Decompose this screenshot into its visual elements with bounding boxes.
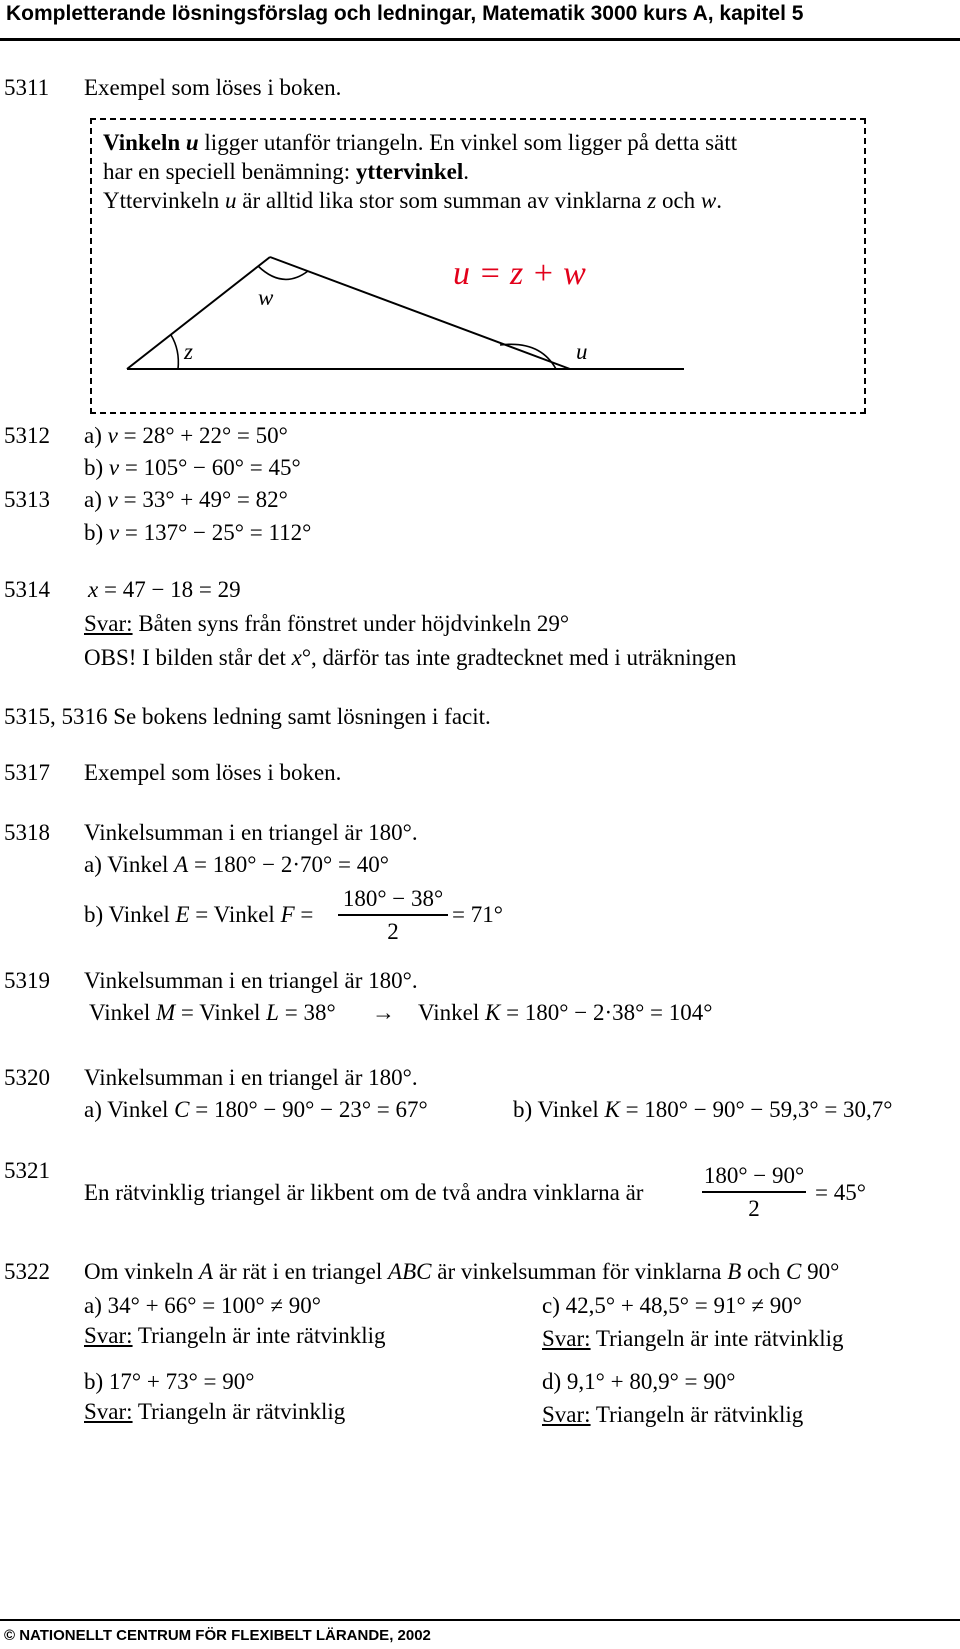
problem-5320-a: a) Vinkel C = 180° − 90° − 23° = 67° xyxy=(84,1097,428,1122)
problem-number-5322: 5322 xyxy=(4,1259,50,1284)
page-header: Kompletterande lösningsförslag och ledningar, Matematik 3000 kurs A, kapitel 5 xyxy=(6,2,804,25)
problem-5322-a: a) 34° + 66° = 100° ≠ 90° xyxy=(84,1293,321,1318)
fraction-denominator: 2 xyxy=(748,1196,760,1221)
problem-number-5321: 5321 xyxy=(4,1158,50,1183)
problem-5318-a: a) Vinkel A = 180° − 2·70° = 40° xyxy=(84,852,389,877)
problem-number-5312: 5312 xyxy=(4,423,50,448)
problem-5321-result: = 45° xyxy=(815,1180,866,1205)
problem-5322-b: b) 17° + 73° = 90° xyxy=(84,1369,255,1394)
problem-number-5319: 5319 xyxy=(4,968,50,993)
problem-5318-text: Vinkelsumman i en triangel är 180°. xyxy=(84,820,418,845)
exterior-angle-formula: u = z + w xyxy=(453,255,586,292)
problem-5318-b-result: = 71° xyxy=(452,902,503,927)
problem-5319-left: Vinkel M = Vinkel L = 38° xyxy=(89,1000,336,1025)
exterior-angle-triangle-diagram xyxy=(0,0,960,420)
problem-5322-c: c) 42,5° + 48,5° = 91° ≠ 90° xyxy=(542,1293,802,1318)
problem-5311-text: Exempel som löses i boken. xyxy=(84,75,342,100)
problem-5322-d-answer: Svar: Triangeln är rätvinklig xyxy=(542,1402,804,1427)
problem-number-5317: 5317 xyxy=(4,760,50,785)
problem-5322-a-answer: Svar: Triangeln är inte rätvinklig xyxy=(84,1323,386,1348)
problem-5312-a: a) v = 28° + 22° = 50° xyxy=(84,423,288,448)
problem-5315-5316: 5315, 5316 Se bokens ledning samt lösningen i facit. xyxy=(4,704,491,729)
problem-5317-text: Exempel som löses i boken. xyxy=(84,760,342,785)
info-box-line-2: har en speciell benämning: yttervinkel. xyxy=(103,159,469,184)
angle-label-z: z xyxy=(184,339,193,364)
problem-5321-fraction xyxy=(702,1164,806,1220)
problem-5322-text: Om vinkeln A är rät i en triangel ABC är vinkelsumman för vinklarna B och C 90° xyxy=(84,1259,840,1284)
angle-label-w: w xyxy=(258,285,274,310)
angle-label-u: u xyxy=(576,339,588,364)
info-box-line-3: Yttervinkeln u är alltid lika stor som summan av vinklarna z och w. xyxy=(103,188,722,213)
fraction-bar xyxy=(338,914,448,916)
problem-number-5311: 5311 xyxy=(4,75,50,100)
fraction-denominator: 2 xyxy=(387,919,399,944)
problem-5312-b: b) v = 105° − 60° = 45° xyxy=(84,455,301,480)
footer-divider xyxy=(0,1619,960,1621)
problem-5319-text: Vinkelsumman i en triangel är 180°. xyxy=(84,968,418,993)
info-box-line-1: Vinkeln u ligger utanför triangeln. En vinkel som ligger på detta sätt xyxy=(103,130,738,155)
problem-5319-right: Vinkel K = 180° − 2·38° = 104° xyxy=(418,1000,713,1025)
problem-5322-c-answer: Svar: Triangeln är inte rätvinklig xyxy=(542,1326,844,1351)
problem-5314-answer: Svar: Båten syns från fönstret under höjdvinkeln 29° xyxy=(84,611,570,636)
problem-5314-note: OBS! I bilden står det x°, därför tas inte gradtecknet med i uträkningen xyxy=(84,645,737,670)
problem-5321-text: En rätvinklig triangel är likbent om de två andra vinklarna är xyxy=(84,1180,644,1205)
problem-number-5314: 5314 xyxy=(4,577,50,602)
problem-5314-equation: x = 47 − 18 = 29 xyxy=(88,577,241,602)
problem-5313-b: b) v = 137° − 25° = 112° xyxy=(84,520,312,545)
fraction-bar xyxy=(702,1191,806,1193)
page-footer: © NATIONELLT CENTRUM FÖR FLEXIBELT LÄRANDE, 2002 xyxy=(4,1627,431,1644)
problem-5322-b-answer: Svar: Triangeln är rätvinklig xyxy=(84,1399,346,1424)
fraction-numerator: 180° − 90° xyxy=(703,1163,805,1188)
problem-5322-d: d) 9,1° + 80,9° = 90° xyxy=(542,1369,736,1394)
fraction-numerator: 180° − 38° xyxy=(342,886,444,911)
problem-5318-b: b) Vinkel E = Vinkel F = xyxy=(84,902,314,927)
problem-5320-b: b) Vinkel K = 180° − 90° − 59,3° = 30,7° xyxy=(513,1097,893,1122)
problem-number-5320: 5320 xyxy=(4,1065,50,1090)
implies-arrow: → xyxy=(372,1000,395,1025)
problem-number-5318: 5318 xyxy=(4,820,50,845)
problem-5318-b-fraction xyxy=(338,887,448,943)
problem-5320-text: Vinkelsumman i en triangel är 180°. xyxy=(84,1065,418,1090)
problem-number-5313: 5313 xyxy=(4,487,50,512)
problem-5313-a: a) v = 33° + 49° = 82° xyxy=(84,487,288,512)
